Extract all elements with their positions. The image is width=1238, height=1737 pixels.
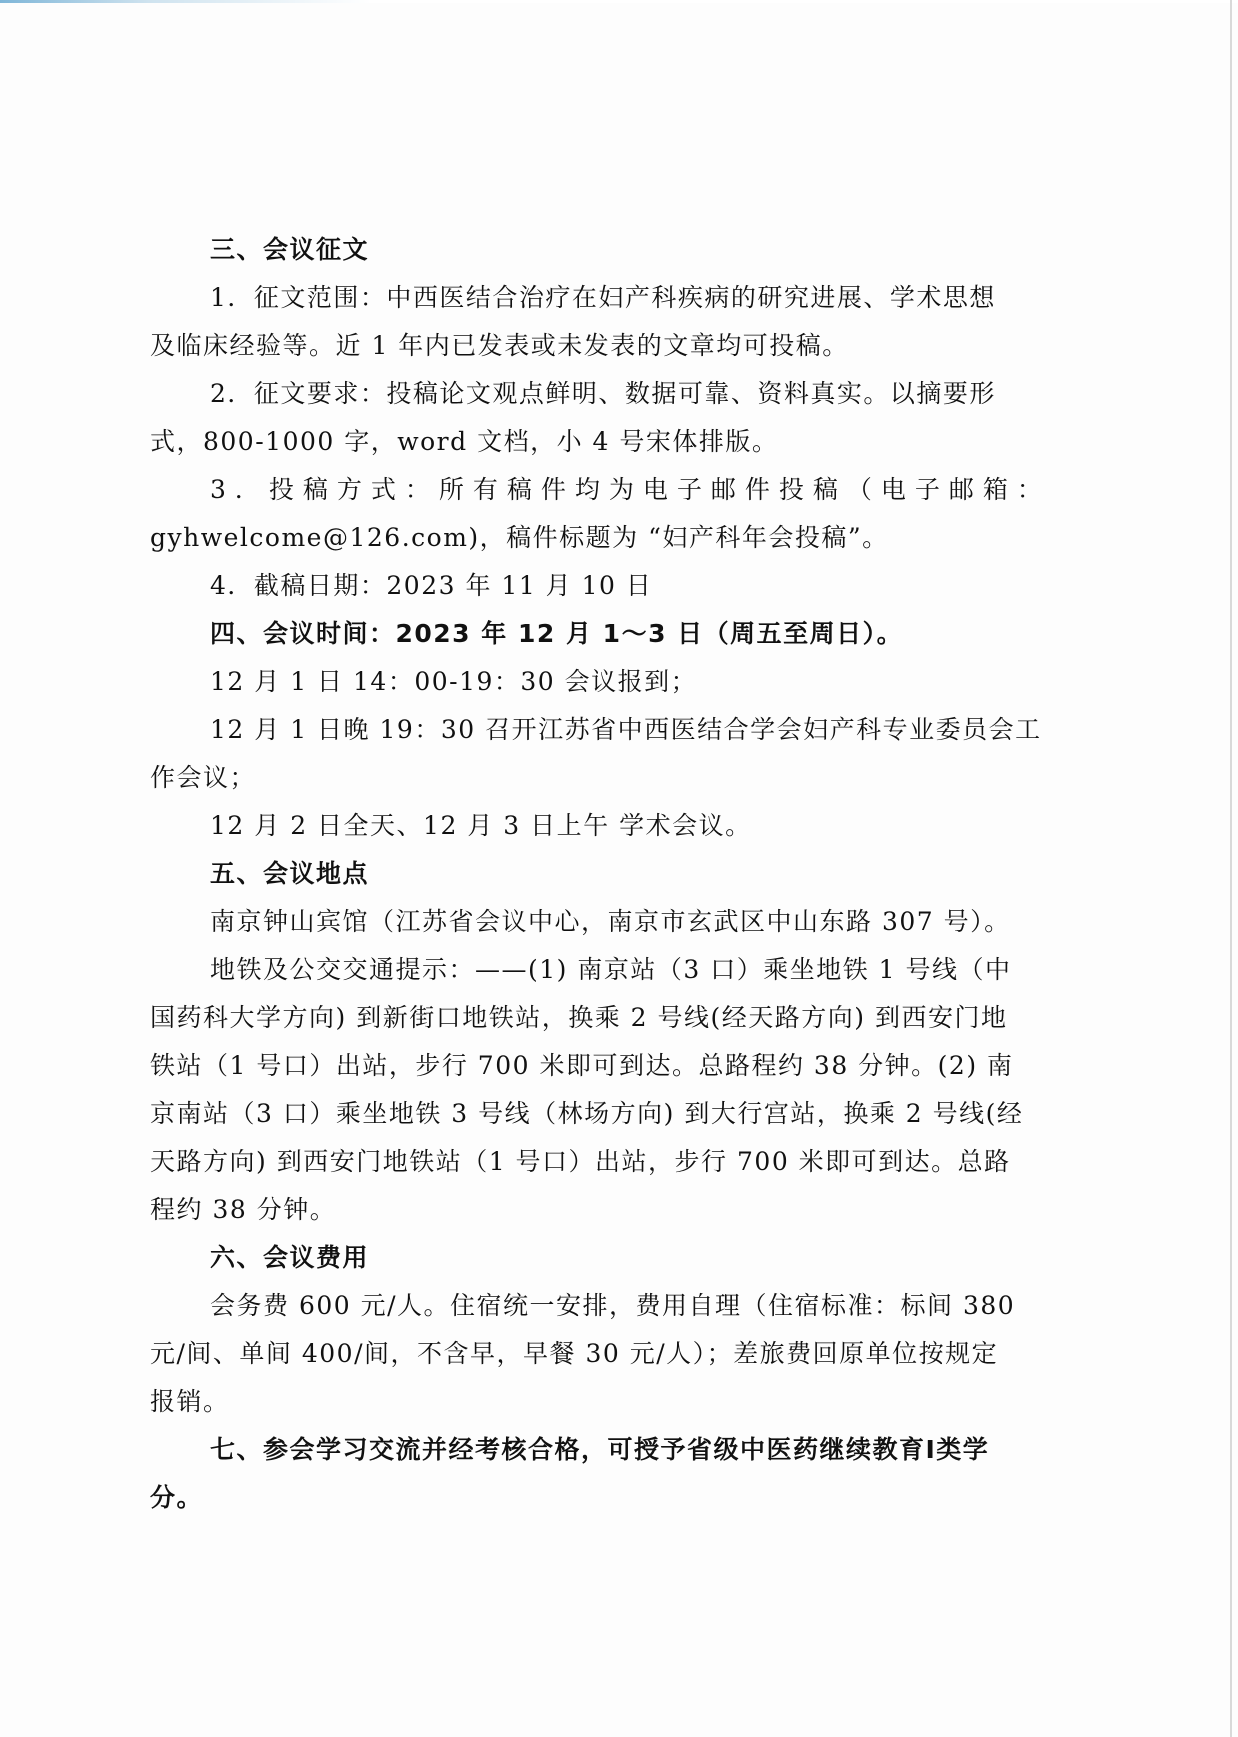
- line-11: 作会议；: [150, 763, 257, 792]
- line-19: 天路方向) 到西安门地铁站（1 号口）出站，步行 700 米即可到达。总路: [150, 1147, 1011, 1176]
- line-18: 京南站（3 口）乘坐地铁 3 号线（林场方向) 到大行宫站，换乘 2 号线(经: [150, 1099, 1024, 1128]
- line-6: gyhwelcome@126.com)，稿件标题为 “妇产科年会投稿”。: [150, 523, 889, 552]
- document-body: [150, 226, 1080, 1522]
- line-20: 程约 38 分钟。: [150, 1195, 337, 1224]
- line-24: 报销。: [150, 1387, 230, 1416]
- line-21: 六、会议费用: [210, 1243, 370, 1272]
- line-22: 会务费 600 元/人。住宿统一安排，费用自理（住宿标准：标间 380: [210, 1291, 1016, 1320]
- scan-edge-right: [1230, 0, 1232, 1737]
- scan-edge-top: [0, 0, 1238, 3]
- line-12: 12 月 2 日全天、12 月 3 日上午 学术会议。: [210, 811, 752, 840]
- line-26: 分。: [150, 1483, 204, 1512]
- line-13: 五、会议地点: [210, 859, 370, 888]
- line-2: 及临床经验等。近 1 年内已发表或未发表的文章均可投稿。: [150, 331, 849, 360]
- line-23: 元/间、单间 400/间，不含早，早餐 30 元/人）；差旅费回原单位按规定: [150, 1339, 999, 1368]
- line-14: 南京钟山宾馆（江苏省会议中心，南京市玄武区中山东路 307 号）。: [210, 907, 1011, 936]
- line-4: 式，800-1000 字，word 文档，小 4 号宋体排版。: [150, 427, 779, 456]
- line-16: 国药科大学方向) 到新街口地铁站，换乘 2 号线(经天路方向) 到西安门地: [150, 1003, 1008, 1032]
- line-7: 4．截稿日期：2023 年 11 月 10 日: [210, 571, 653, 600]
- line-3: 2．征文要求：投稿论文观点鲜明、数据可靠、资料真实。以摘要形: [210, 379, 996, 408]
- line-9: 12 月 1 日 14：00-19：30 会议报到；: [210, 667, 698, 696]
- line-5: 3．投稿方式：所有稿件均为电子邮件投稿（电子邮箱：: [210, 475, 1051, 504]
- line-0: 三、会议征文: [210, 235, 370, 264]
- line-10: 12 月 1 日晚 19：30 召开江苏省中西医结合学会妇产科专业委员会工: [210, 715, 1042, 744]
- line-15: 地铁及公交交通提示：——(1) 南京站（3 口）乘坐地铁 1 号线（中: [210, 955, 1012, 984]
- line-25: 七、参会学习交流并经考核合格，可授予省级中医药继续教育Ⅰ类学: [210, 1435, 990, 1464]
- line-1: 1．征文范围：中西医结合治疗在妇产科疾病的研究进展、学术思想: [210, 283, 996, 312]
- line-8: 四、会议时间：2023 年 12 月 1～3 日（周五至周日）。: [210, 619, 904, 648]
- line-17: 铁站（1 号口）出站，步行 700 米即可到达。总路程约 38 分钟。(2) 南: [150, 1051, 1014, 1080]
